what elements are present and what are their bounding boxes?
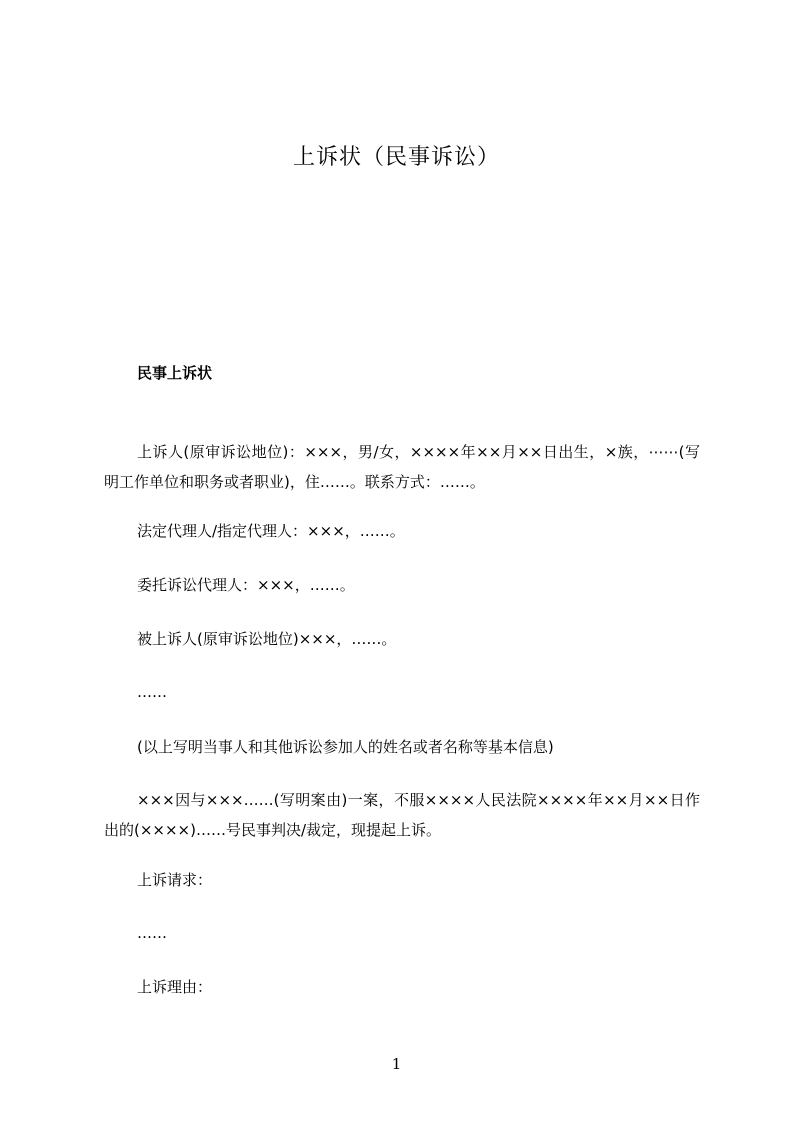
paragraph-appellee: 被上诉人(原审诉讼地位)×××，……。 — [137, 630, 397, 648]
paragraph-note: (以上写明当事人和其他诉讼参加人的姓名或者名称等基本信息) — [137, 738, 554, 756]
paragraph-legal-representative: 法定代理人/指定代理人：×××，……。 — [137, 522, 405, 540]
paragraph-appeal-requests-label: 上诉请求： — [137, 871, 213, 889]
paragraph-case-statement: ×××因与×××……(写明案由)一案，不服××××人民法院××××年××月××日作出的(××××)……号民事判决/裁定，现提起上诉。 — [104, 791, 700, 839]
paragraph-appeal-requests-ellipsis: …… — [137, 924, 167, 942]
document-title: 上诉状（民事诉讼） — [292, 145, 500, 170]
section-heading: 民事上诉状 — [137, 364, 213, 382]
paragraph-appeal-reasons-label: 上诉理由： — [137, 978, 213, 996]
paragraph-agent: 委托诉讼代理人：×××，……。 — [137, 576, 355, 594]
paragraph-appellant: 上诉人(原审诉讼地位)：×××，男/女，××××年××月××日出生，×族，⋯⋯(写明工作单位和职务或者职业)，住……。联系方式：……。 — [104, 443, 700, 491]
page-number: 1 — [391, 1055, 402, 1073]
paragraph-ellipsis: …… — [137, 683, 167, 701]
